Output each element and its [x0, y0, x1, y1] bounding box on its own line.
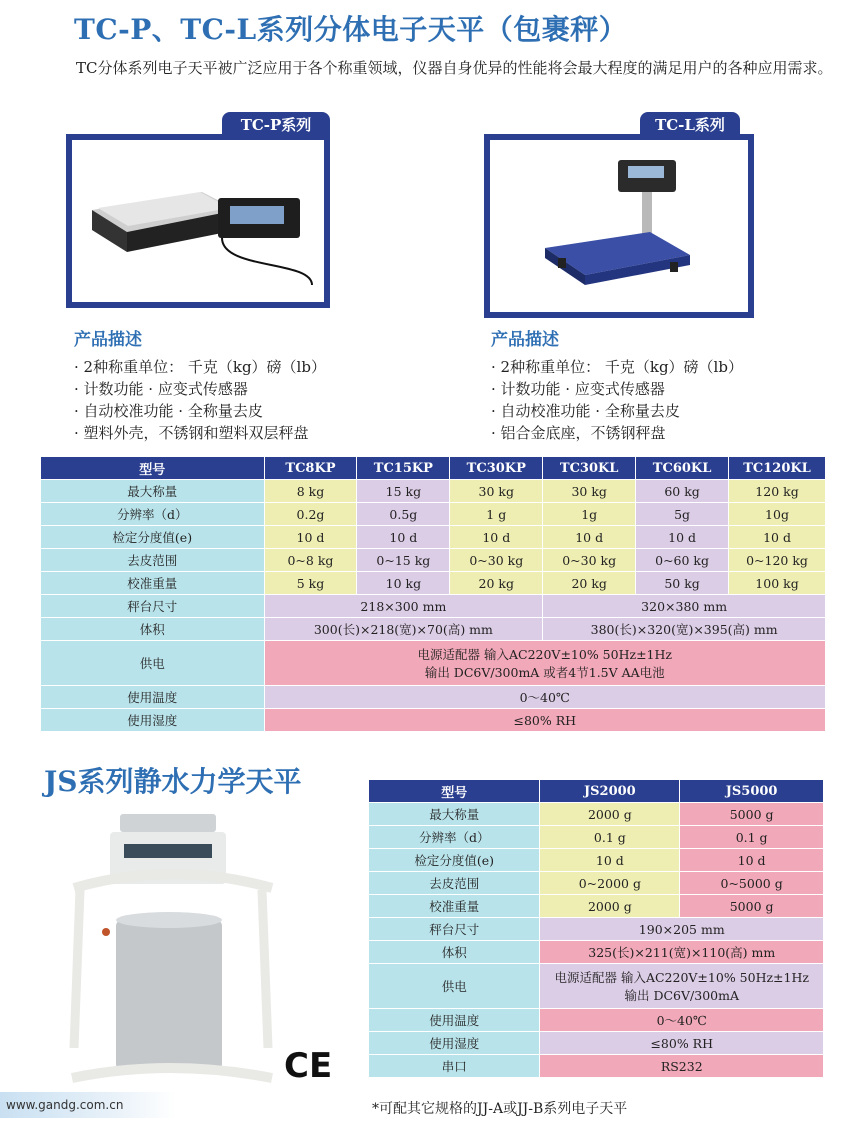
power-line-1: 电源适配器 输入AC220V±10% 50Hz±1Hz	[554, 970, 809, 985]
table-cell: ≤80% RH	[264, 709, 825, 732]
table-row	[369, 1032, 824, 1055]
header-cell: TC60KL	[636, 457, 729, 480]
table-row	[41, 480, 826, 503]
header-cell: 型号	[41, 457, 265, 480]
tab-tc-l-series: TC-L系列	[640, 112, 740, 138]
table-row	[41, 526, 826, 549]
table-cell: 0.1 g	[680, 826, 824, 849]
feature-item: · 自动校准功能 · 全称量去皮	[74, 402, 263, 420]
feature-item: · 铝合金底座，不锈钢秤盘	[491, 424, 666, 442]
row-label: 去皮范围	[41, 549, 265, 572]
tc-l-scale-image	[490, 140, 748, 312]
feature-item: · 自动校准功能 · 全称量去皮	[491, 402, 680, 420]
table-cell: 5000 g	[680, 895, 824, 918]
table-cell: 120 kg	[729, 480, 826, 503]
row-label: 使用温度	[41, 686, 265, 709]
table-row	[369, 849, 824, 872]
table-header-row	[41, 457, 826, 480]
table-cell: 300(长)×218(宽)×70(高) mm	[264, 618, 543, 641]
table-row	[41, 595, 826, 618]
power-line-1: 电源适配器 输入AC220V±10% 50Hz±1Hz	[417, 647, 672, 662]
table-cell: RS232	[540, 1055, 824, 1078]
row-label: 去皮范围	[369, 872, 540, 895]
footnote: *可配其它规格的JJ-A或JJ-B系列电子天平	[372, 1101, 628, 1117]
table-cell: 50 kg	[636, 572, 729, 595]
header-cell: JS5000	[680, 780, 824, 803]
row-label: 检定分度值(e)	[369, 849, 540, 872]
power-line-2: 输出 DC6V/300mA	[624, 988, 739, 1003]
row-label: 体积	[369, 941, 540, 964]
power-line-2: 输出 DC6V/300mA 或者4节1.5V AA电池	[424, 665, 665, 680]
table-row	[41, 572, 826, 595]
feature-list-left	[74, 356, 326, 444]
feature-item: · 计数功能 · 应变式传感器	[491, 380, 665, 398]
header-cell: 型号	[369, 780, 540, 803]
table-cell	[540, 964, 824, 1009]
header-cell: TC30KL	[543, 457, 636, 480]
table-row	[369, 895, 824, 918]
table-cell: 10 d	[540, 849, 680, 872]
table-cell: 5 kg	[264, 572, 357, 595]
table-row	[41, 641, 826, 686]
table-cell: 0~15 kg	[357, 549, 450, 572]
table-cell: 0~2000 g	[540, 872, 680, 895]
table-cell: 0~5000 g	[680, 872, 824, 895]
row-label: 校准重量	[41, 572, 265, 595]
table-cell: 0.5g	[357, 503, 450, 526]
row-label: 最大称量	[369, 803, 540, 826]
table-cell: ≤80% RH	[540, 1032, 824, 1055]
table-cell: 218×300 mm	[264, 595, 543, 618]
row-label: 使用温度	[369, 1009, 540, 1032]
footer-website-url[interactable]: www.gandg.com.cn	[0, 1092, 176, 1118]
tc-spec-table	[40, 456, 826, 732]
table-cell: 0~120 kg	[729, 549, 826, 572]
table-cell: 60 kg	[636, 480, 729, 503]
row-label: 校准重量	[369, 895, 540, 918]
intro-paragraph: TC分体系列电子天平被广泛应用于各个称重领域，仪器自身优异的性能将会最大程度的满足用户的各种应用需求。	[76, 59, 833, 77]
table-cell: 380(长)×320(宽)×395(高) mm	[543, 618, 826, 641]
js-section-title: JS系列静水力学天平	[44, 765, 302, 798]
table-row	[369, 1055, 824, 1078]
table-row	[369, 826, 824, 849]
table-cell: 30 kg	[543, 480, 636, 503]
tc-p-image-panel	[66, 134, 330, 308]
table-row	[41, 709, 826, 732]
table-cell: 15 kg	[357, 480, 450, 503]
table-row	[369, 941, 824, 964]
row-label: 串口	[369, 1055, 540, 1078]
table-cell: 10 d	[357, 526, 450, 549]
table-row	[41, 686, 826, 709]
page-title: TC-P、TC-L系列分体电子天平（包裹秤）	[74, 13, 628, 46]
tc-p-scale-image	[72, 140, 324, 302]
row-label: 使用湿度	[41, 709, 265, 732]
feature-item: · 2种称重单位： 千克（kg）磅（lb）	[491, 358, 743, 376]
row-label: 分辨率（d）	[41, 503, 265, 526]
row-label: 体积	[41, 618, 265, 641]
table-row	[369, 1009, 824, 1032]
row-label: 供电	[369, 964, 540, 1009]
row-label: 秤台尺寸	[369, 918, 540, 941]
table-cell: 100 kg	[729, 572, 826, 595]
table-row	[41, 549, 826, 572]
table-cell: 10 d	[729, 526, 826, 549]
table-cell: 10 kg	[357, 572, 450, 595]
header-cell: TC8KP	[264, 457, 357, 480]
header-cell: TC30KP	[450, 457, 543, 480]
table-row	[369, 803, 824, 826]
table-cell: 0~8 kg	[264, 549, 357, 572]
table-cell: 1 g	[450, 503, 543, 526]
table-cell: 30 kg	[450, 480, 543, 503]
table-cell: 8 kg	[264, 480, 357, 503]
row-label: 供电	[41, 641, 265, 686]
table-cell: 190×205 mm	[540, 918, 824, 941]
table-row	[369, 964, 824, 1009]
table-row	[41, 503, 826, 526]
table-cell: 10g	[729, 503, 826, 526]
js-spec-table	[368, 779, 824, 1078]
feature-list-right	[491, 356, 743, 444]
row-label: 分辨率（d）	[369, 826, 540, 849]
table-row	[369, 872, 824, 895]
table-row	[41, 618, 826, 641]
row-label: 检定分度值(e)	[41, 526, 265, 549]
table-cell: 5g	[636, 503, 729, 526]
table-cell: 0~30 kg	[450, 549, 543, 572]
product-description-title-left: 产品描述	[74, 330, 142, 350]
table-header-row	[369, 780, 824, 803]
table-cell: 0～40℃	[540, 1009, 824, 1032]
table-cell: 5000 g	[680, 803, 824, 826]
tab-tc-p-series: TC-P系列	[222, 112, 330, 138]
table-row	[369, 918, 824, 941]
feature-item: · 计数功能 · 应变式传感器	[74, 380, 248, 398]
table-cell: 2000 g	[540, 895, 680, 918]
table-cell: 2000 g	[540, 803, 680, 826]
table-cell: 10 d	[450, 526, 543, 549]
header-cell: JS2000	[540, 780, 680, 803]
table-cell: 0～40℃	[264, 686, 825, 709]
table-cell: 1g	[543, 503, 636, 526]
table-cell: 10 d	[264, 526, 357, 549]
feature-item: · 2种称重单位： 千克（kg）磅（lb）	[74, 358, 326, 376]
ce-mark: CE	[284, 1046, 333, 1086]
table-cell: 0~60 kg	[636, 549, 729, 572]
table-cell: 325(长)×211(宽)×110(高) mm	[540, 941, 824, 964]
table-cell: 10 d	[680, 849, 824, 872]
table-cell	[264, 641, 825, 686]
tc-l-image-panel	[484, 134, 754, 318]
feature-item: · 塑料外壳，不锈钢和塑料双层秤盘	[74, 424, 309, 442]
row-label: 秤台尺寸	[41, 595, 265, 618]
product-description-title-right: 产品描述	[491, 330, 559, 350]
header-cell: TC15KP	[357, 457, 450, 480]
table-cell: 0.2g	[264, 503, 357, 526]
table-cell: 0.1 g	[540, 826, 680, 849]
header-cell: TC120KL	[729, 457, 826, 480]
row-label: 使用湿度	[369, 1032, 540, 1055]
table-cell: 0~30 kg	[543, 549, 636, 572]
row-label: 最大称量	[41, 480, 265, 503]
table-cell: 10 d	[636, 526, 729, 549]
js-balance-image	[62, 808, 282, 1093]
table-cell: 320×380 mm	[543, 595, 826, 618]
table-cell: 20 kg	[450, 572, 543, 595]
table-cell: 10 d	[543, 526, 636, 549]
table-cell: 20 kg	[543, 572, 636, 595]
